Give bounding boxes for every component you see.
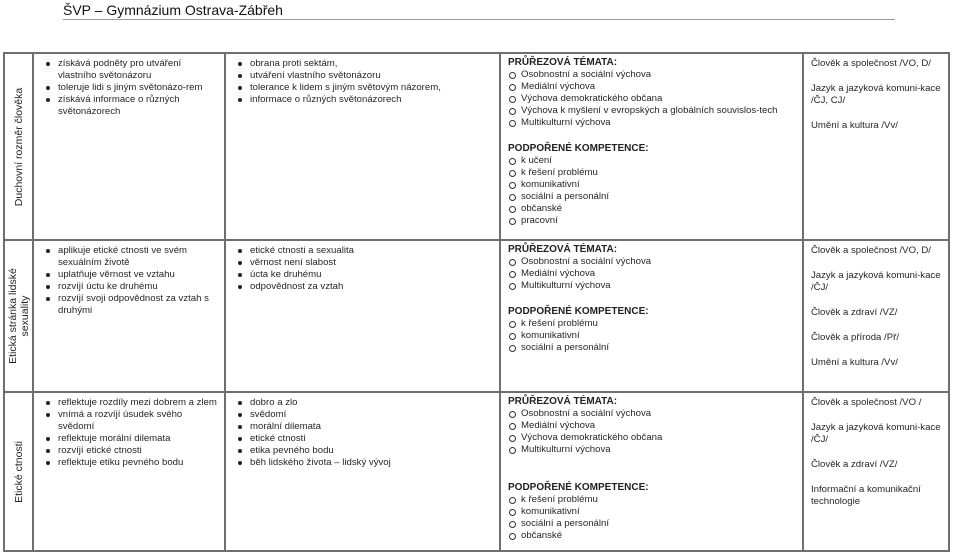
- table-row: [5, 54, 948, 241]
- cross-topics-cell: [501, 241, 804, 391]
- list-item: morální dilemata: [238, 421, 495, 433]
- row-label: Etická stránka lidské sexuality: [6, 268, 31, 364]
- cross-topics-heading: PRŮŘEZOVÁ TÉMATA:: [508, 57, 618, 68]
- list-item: k učení: [508, 155, 798, 167]
- document-title: ŠVP – Gymnázium Ostrava-Zábřeh: [63, 2, 283, 18]
- cross-topics-heading: PRŮŘEZOVÁ TÉMATA:: [508, 244, 618, 255]
- list-item: Osobnostní a sociální výchova: [508, 256, 798, 268]
- relation-item: Jazyk a jazyková komuni-kace /ČJ/: [811, 422, 941, 445]
- cross-topics-cell: [501, 393, 804, 550]
- cross-topics-cell: [501, 54, 804, 239]
- table-row: [5, 241, 948, 393]
- relation-item: Člověk a společnost /VO /: [811, 397, 922, 408]
- list-item: reflektuje rozdíly mezi dobrem a zlem: [46, 397, 220, 409]
- topics-cell: [226, 393, 501, 550]
- list-item: toleruje lidi s jiným světonázo-rem: [46, 82, 220, 94]
- list-item: rozvíjí etické ctnosti: [46, 445, 220, 457]
- table-row: [5, 393, 948, 550]
- list-item: rozvíjí svoji odpovědnost za vztah s druhými: [46, 293, 220, 317]
- relation-item: Jazyk a jazyková komuni-kace /ČJ/: [811, 270, 941, 293]
- document-header: [63, 2, 895, 20]
- list-item: sociální a personální: [508, 518, 798, 530]
- row-label-cell: [5, 241, 34, 391]
- list-item: etické ctnosti: [238, 433, 495, 445]
- outcomes-cell: [34, 54, 226, 239]
- list-item: komunikativní: [508, 330, 798, 342]
- curriculum-table: [3, 52, 950, 552]
- list-item: komunikativní: [508, 506, 798, 518]
- list-item: Výchova k myšlení v evropských a globálních souvislos-tech: [508, 105, 798, 117]
- list-item: uplatňuje věrnost ve vztahu: [46, 269, 220, 281]
- list-item: Mediální výchova: [508, 268, 798, 280]
- list-item: pracovní: [508, 215, 798, 227]
- cross-topics-heading: PRŮŘEZOVÁ TÉMATA:: [508, 396, 618, 407]
- list-item: dobro a zlo: [238, 397, 495, 409]
- list-item: odpovědnost za vztah: [238, 281, 495, 293]
- list-item: reflektuje morální dilemata: [46, 433, 220, 445]
- relation-item: Jazyk a jazyková komuni-kace /ČJ, CJ/: [811, 83, 941, 106]
- list-item: svědomí: [238, 409, 495, 421]
- list-item: Mediální výchova: [508, 81, 798, 93]
- list-item: rozvíjí úctu ke druhému: [46, 281, 220, 293]
- relation-item: Umění a kultura /Vv/: [811, 357, 898, 368]
- relation-item: Člověk a zdraví /VZ/: [811, 459, 898, 470]
- relation-item: Umění a kultura /Vv/: [811, 120, 898, 131]
- relation-item: Člověk a zdraví /VZ/: [811, 307, 898, 318]
- list-item: získává podněty pro utváření vlastního světonázoru: [46, 58, 220, 82]
- list-item: k řešení problému: [508, 318, 798, 330]
- competences-heading: PODPOŘENÉ KOMPETENCE:: [508, 482, 649, 493]
- list-item: Mediální výchova: [508, 420, 798, 432]
- list-item: utváření vlastního světonázoru: [238, 70, 495, 82]
- list-item: získává informace o různých světonázorech: [46, 94, 220, 118]
- list-item: aplikuje etické ctnosti ve svém sexuálním životě: [46, 245, 220, 269]
- list-item: k řešení problému: [508, 167, 798, 179]
- row-label-cell: [5, 393, 34, 550]
- list-item: Multikulturní výchova: [508, 280, 798, 292]
- row-label-cell: [5, 54, 34, 239]
- list-item: občanské: [508, 203, 798, 215]
- competences-heading: PODPOŘENÉ KOMPETENCE:: [508, 143, 649, 154]
- list-item: sociální a personální: [508, 342, 798, 354]
- relations-cell: [804, 241, 948, 391]
- relation-item: Člověk a společnost /VO, D/: [811, 245, 931, 256]
- topics-cell: [226, 54, 501, 239]
- competences-heading: PODPOŘENÉ KOMPETENCE:: [508, 306, 649, 317]
- list-item: vnímá a rozvíjí úsudek svého svědomí: [46, 409, 220, 433]
- list-item: Výchova demokratického občana: [508, 93, 798, 105]
- list-item: obrana proti sektám,: [238, 58, 495, 70]
- list-item: Osobnostní a sociální výchova: [508, 69, 798, 81]
- list-item: komunikativní: [508, 179, 798, 191]
- list-item: občanské: [508, 530, 798, 542]
- row-label: Duchovní rozměr člověka: [12, 87, 25, 206]
- topics-cell: [226, 241, 501, 391]
- list-item: informace o různých světonázorech: [238, 94, 495, 106]
- list-item: sociální a personální: [508, 191, 798, 203]
- list-item: tolerance k lidem s jiným světovým názorem,: [238, 82, 495, 94]
- list-item: Osobnostní a sociální výchova: [508, 408, 798, 420]
- list-item: k řešení problému: [508, 494, 798, 506]
- list-item: etické ctnosti a sexualita: [238, 245, 495, 257]
- list-item: úcta ke druhému: [238, 269, 495, 281]
- relations-cell: [804, 393, 948, 550]
- outcomes-cell: [34, 241, 226, 391]
- list-item: Multikulturní výchova: [508, 444, 798, 456]
- relation-item: Informační a komunikační technologie: [811, 484, 921, 507]
- relation-item: Člověk a společnost /VO, D/: [811, 58, 931, 69]
- relation-item: Člověk a příroda /Př/: [811, 332, 899, 343]
- list-item: věrnost není slabost: [238, 257, 495, 269]
- relations-cell: [804, 54, 948, 239]
- list-item: reflektuje etiku pevného bodu: [46, 457, 220, 469]
- list-item: etika pevného bodu: [238, 445, 495, 457]
- outcomes-cell: [34, 393, 226, 550]
- row-label: Etické ctnosti: [12, 440, 25, 503]
- list-item: Multikulturní výchova: [508, 117, 798, 129]
- list-item: Výchova demokratického občana: [508, 432, 798, 444]
- list-item: běh lidského života – lidský vývoj: [238, 457, 495, 469]
